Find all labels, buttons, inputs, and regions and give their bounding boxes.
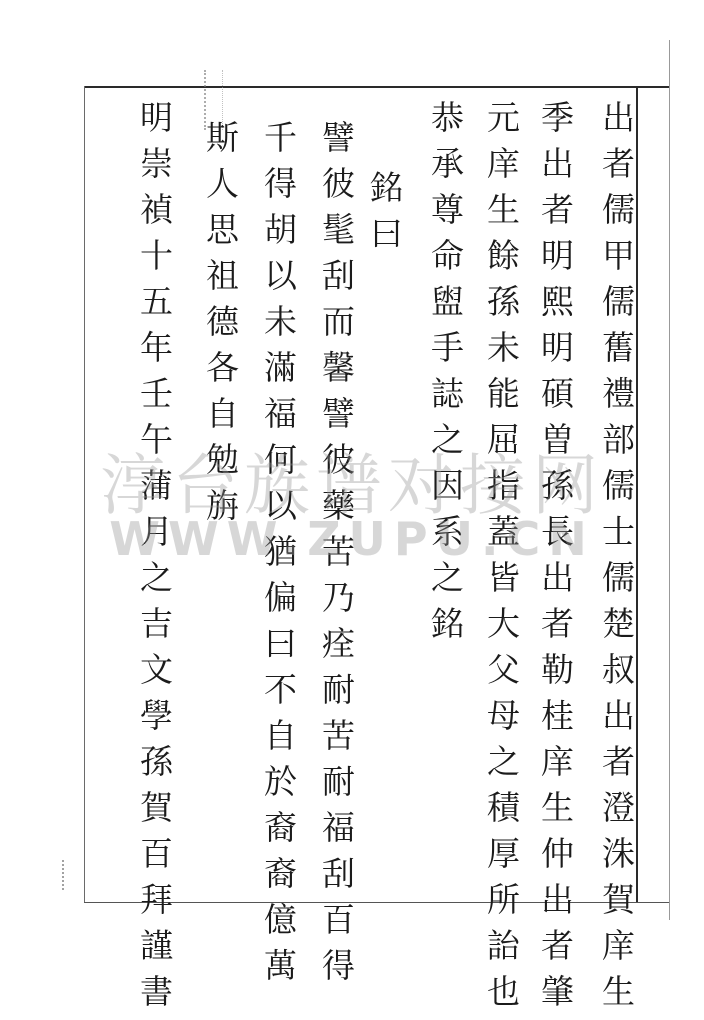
margin-mark — [62, 860, 70, 890]
watermark-chinese: 淳台族谱对接网 — [100, 447, 604, 524]
text-column-3: 元庠生餘孫未能屈指蓋皆大父母之積厚所詒也 — [482, 100, 521, 1020]
frame-outer-edge — [669, 40, 670, 920]
text-column-4: 恭承尊命盥手誌之因系之銘 — [426, 100, 465, 652]
frame-right-border — [636, 86, 638, 902]
text-column-7: 千得胡以未滿福何以猶偏曰不自於裔裔億萬 — [259, 120, 298, 994]
frame-left-border — [84, 86, 85, 902]
text-column-2: 季出者明熙明碩曽孫長出者勒桂庠生仲出者肇 — [536, 100, 575, 1020]
watermark-latin: WWW.ZUPU.CN — [109, 512, 595, 566]
date-signature-column: 明崇禎十五年壬午蒲月之吉文學孫賀百拜謹書 — [135, 100, 174, 1020]
text-column-1: 出者儒甲儒𦾔禮部儒士儒楚叔出者澄洙賀庠生 — [597, 100, 636, 1020]
text-column-6: 譬彼髦刮而馨譬彼藥苦乃痊耐苦耐福刮百得 — [317, 120, 356, 994]
inscription-heading: 銘曰 — [365, 170, 404, 262]
text-column-8: 斯人思祖德各自勉旃 — [201, 120, 240, 534]
frame-top-border — [84, 86, 670, 88]
